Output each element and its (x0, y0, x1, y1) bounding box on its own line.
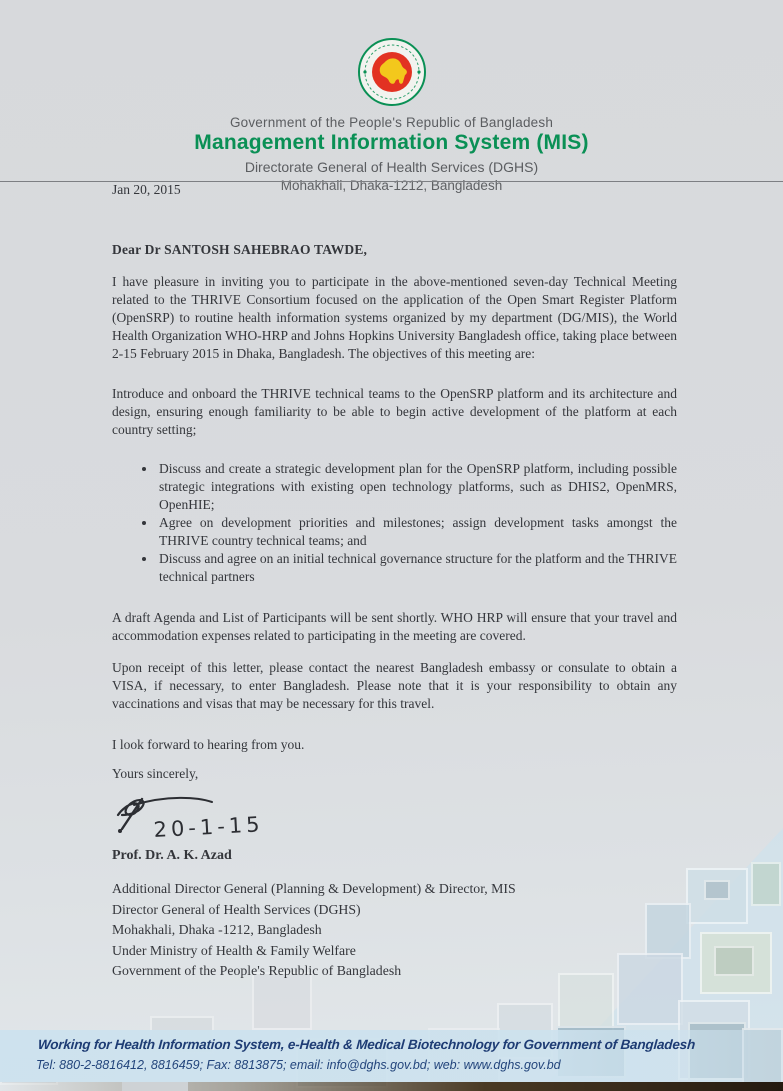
bangladesh-government-seal-icon (356, 36, 428, 113)
scan-edge-tab (122, 1082, 188, 1091)
signer-name: Prof. Dr. A. K. Azad (112, 848, 232, 863)
letter-body (112, 181, 677, 982)
list-item: • Agree on development priorities and milestones; assign development tasks amongst the THRIVE country technical teams; and (157, 514, 677, 550)
footer-tagline: Working for Health Information System, e-Health & Medical Biotechnology for Government of Bangladesh (37, 1037, 696, 1052)
closing: Yours sincerely, (112, 766, 199, 781)
footer-band (0, 1030, 783, 1082)
paragraph-lookforward: I look forward to hearing from you. (112, 737, 305, 752)
paragraph-visa: Upon receipt of this letter, please contact the nearest Bangladesh embassy or consulate to obtain a VISA, if necessary, to enter Bangladesh. Please note that it is your responsibility to obtain any vaccinations and visas that may be necessary for this travel. (112, 660, 677, 711)
org-title: Management Information System (MIS) (194, 131, 589, 154)
list-item: • Discuss and agree on an initial technical governance structure for the platform and the THRIVE technical partners (157, 550, 677, 586)
signer-title: Mohakhali, Dhaka -1212, Bangladesh (112, 922, 322, 937)
handwritten-signature (112, 785, 677, 847)
scan-edge-shadow (0, 1082, 783, 1091)
collage-photo (714, 946, 754, 976)
collage-photo (704, 880, 730, 900)
paragraph-agenda: A draft Agenda and List of Participants will be sent shortly. WHO HRP will ensure that your travel and accommodation expenses related to participating in the meeting are covered. (112, 610, 677, 643)
collage-photo (558, 973, 614, 1033)
government-line: Government of the People's Republic of Bangladesh (229, 115, 554, 130)
signer-title: Additional Director General (Planning & Development) & Director, MIS (112, 881, 516, 896)
salutation: Dear Dr SANTOSH SAHEBRAO TAWDE, (112, 242, 368, 257)
letter-date: Jan 20, 2015 (112, 182, 181, 197)
signer-title: Government of the People's Republic of Bangladesh (112, 963, 402, 978)
signer-title: Under Ministry of Health & Family Welfare (112, 942, 356, 958)
letterhead (0, 36, 783, 193)
signer-title: Director General of Health Services (DGHS) (112, 901, 361, 917)
signature-date: 20-1-15 (153, 812, 265, 842)
paragraph-invitation: I have pleasure in inviting you to participate in the above-mentioned seven-day Technical Meeting related to the THRIVE Consortium focused on the application of the Open Smart Register Platform (OpenSRP) to routine health information systems organized by my department (DG/MIS), the World Health Organization WHO-HRP and Johns Hopkins University Bangladesh office, taking place between 2-15 February 2015 in Dhaka, Bangladesh. The objectives of this meeting are: (112, 274, 677, 361)
address-line: Mohakhali, Dhaka-1212, Bangladesh (280, 178, 503, 193)
objectives-list (112, 460, 677, 586)
directorate-line: Directorate General of Health Services (DGHS) (244, 159, 539, 175)
list-item: • Discuss and create a strategic development plan for the OpenSRP platform, including possible strategic integrations with existing open technology platforms, such as DHIS2, OpenMRS, OpenHIE; (157, 460, 677, 514)
collage-photo (751, 862, 781, 906)
footer-contact-line: Tel: 880-2-8816412, 8816459; Fax: 8813875; email: info@dghs.gov.bd; web: www.dghs.gov.bd (36, 1058, 561, 1072)
paragraph-objective-intro: Introduce and onboard the THRIVE technical teams to the OpenSRP platform and its architecture and design, ensuring enough familiarity to be able to begin active development of the platform at each country setting; (112, 386, 677, 437)
